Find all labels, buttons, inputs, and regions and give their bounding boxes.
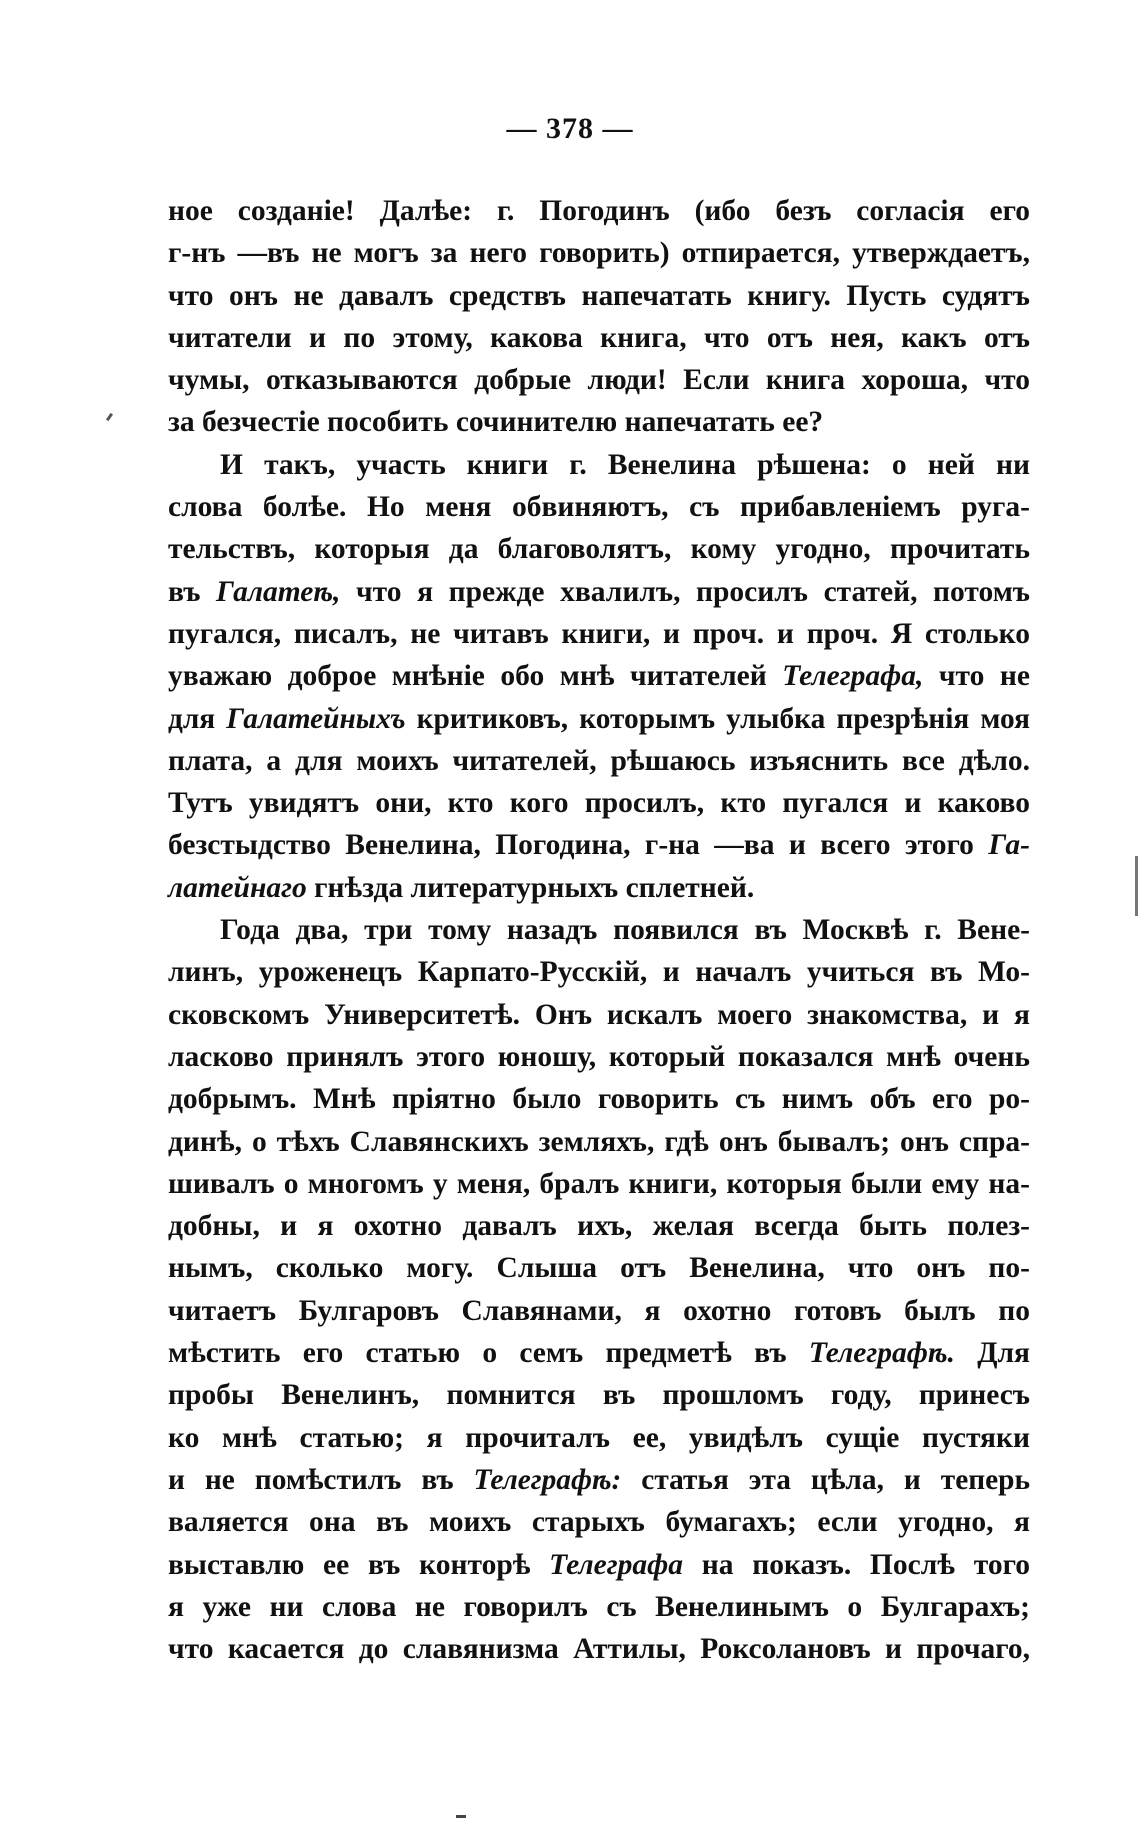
line-text: и не помѣстилъ въ — [168, 1463, 474, 1496]
italic-text: Галатеѣ, — [215, 575, 341, 608]
text-line — [168, 190, 1030, 232]
line-text: Для — [954, 1337, 1030, 1370]
body-text — [168, 190, 1030, 1670]
text-line — [168, 1586, 1030, 1628]
text-line — [168, 401, 1030, 443]
text-line — [168, 994, 1030, 1036]
line-text: статья эта цѣла, и теперь — [621, 1463, 1030, 1496]
line-text: для — [168, 702, 227, 735]
text-line — [168, 359, 1030, 401]
text-line — [168, 1247, 1030, 1289]
line-text: уважаю доброе мнѣніе обо мнѣ читателей — [168, 660, 783, 693]
line-text: что онъ не давалъ средствъ напечатать книгу. Пусть судятъ — [168, 279, 1030, 312]
line-text: мѣстить его статью о семъ предметѣ въ — [168, 1337, 809, 1370]
text-line — [168, 782, 1030, 824]
line-text: въ — [168, 575, 216, 608]
bottom-mark — [456, 1815, 466, 1818]
text-line — [168, 1459, 1030, 1501]
text-line — [168, 1544, 1030, 1586]
line-text: Тутъ увидятъ они, кто кого просилъ, кто пугался и каково — [168, 787, 1030, 820]
text-line — [168, 1290, 1030, 1332]
text-line — [168, 232, 1030, 274]
text-line — [168, 1501, 1030, 1543]
line-text: критиковъ, которымъ улыбка презрѣнія моя — [405, 702, 1030, 735]
line-text: г-нъ —въ не могъ за него говорить) отпирается, утверждаетъ, — [168, 237, 1030, 270]
line-text: добны, и я охотно давалъ ихъ, желая всегда быть полез- — [168, 1210, 1030, 1243]
line-text: читатели и по этому, какова книга, что отъ нея, какъ отъ — [168, 321, 1030, 354]
text-line — [168, 444, 1030, 486]
line-text: И такъ, участь книги г. Венелина рѣшена: о ней ни — [220, 448, 1030, 481]
line-text: тельствъ, которыя да благоволятъ, кому угодно, прочитать — [168, 533, 1030, 566]
line-text: плата, а для моихъ читателей, рѣшаюсь изъяснить все дѣло. — [168, 744, 1030, 777]
text-line — [168, 1374, 1030, 1416]
text-line — [168, 486, 1030, 528]
text-line — [168, 740, 1030, 782]
line-text: безстыдство Венелина, Погодина, г-на —ва и всего этого — [168, 829, 989, 862]
line-text: линъ, уроженецъ Карпато-Русскій, и началъ учиться въ Мо- — [168, 956, 1030, 989]
text-line — [168, 1163, 1030, 1205]
line-text: пугался, писалъ, не читавъ книги, и проч. и проч. Я столько — [168, 617, 1030, 650]
text-line — [168, 867, 1030, 909]
line-text: на показъ. Послѣ того — [682, 1548, 1030, 1581]
line-text: шивалъ о многомъ у меня, бралъ книги, которыя были ему на- — [168, 1167, 1030, 1200]
italic-text: Телеграфѣ: — [473, 1463, 622, 1496]
text-line — [168, 571, 1030, 613]
line-text: чумы, отказываются добрые люди! Если книга хороша, что — [168, 364, 1030, 397]
line-text: пробы Венелинъ, помнится въ прошломъ году, принесъ — [168, 1379, 1030, 1412]
line-text: за безчестіе пособить сочинителю напечатать ее? — [168, 406, 824, 439]
line-text: ное созданіе! Далѣе: г. Погодинъ (ибо безъ согласія его — [168, 195, 1030, 227]
italic-text: латейнаго — [168, 871, 307, 904]
text-line — [168, 1417, 1030, 1459]
italic-text: Телеграфа, — [782, 660, 924, 693]
text-line — [168, 698, 1030, 740]
text-line — [168, 613, 1030, 655]
line-text: читаетъ Булгаровъ Славянами, я охотно готовъ былъ по — [168, 1294, 1030, 1327]
text-line — [168, 1036, 1030, 1078]
text-line — [168, 824, 1030, 866]
italic-text: Телеграфа — [549, 1548, 683, 1581]
text-line — [168, 1078, 1030, 1120]
text-line — [168, 1205, 1030, 1247]
line-text: Года два, три тому назадъ появился въ Москвѣ г. Вене- — [220, 914, 1030, 947]
line-text: я уже ни слова не говорилъ съ Венелинымъ о Булгарахъ; — [168, 1590, 1030, 1623]
line-text: нымъ, сколько могу. Слыша отъ Венелина, что онъ по- — [168, 1252, 1030, 1285]
text-line — [168, 1121, 1030, 1163]
line-text: ласково принялъ этого юношу, который показался мнѣ очень — [168, 1040, 1030, 1073]
text-line — [168, 951, 1030, 993]
edge-mark — [1135, 856, 1138, 916]
line-text: выставлю ее въ конторѣ — [168, 1548, 550, 1581]
line-text: что касается до славянизма Аттилы, Роксолановъ и прочаго, — [168, 1633, 1030, 1666]
page-number: — 378 — — [506, 112, 634, 145]
text-line — [168, 275, 1030, 317]
text-line — [168, 1332, 1030, 1374]
line-text: ко мнѣ статью; я прочиталъ ее, увидѣлъ сущіе пустяки — [168, 1421, 1030, 1454]
line-text: что я прежде хвалилъ, просилъ статей, потомъ — [340, 575, 1030, 608]
line-text: гнѣзда литературныхъ сплетней. — [306, 871, 755, 904]
text-line — [168, 528, 1030, 570]
margin-mark — [106, 413, 113, 421]
italic-text: Галатейныхъ — [226, 702, 406, 735]
line-text: сковскомъ Университетѣ. Онъ искалъ моего знакомства, и я — [168, 998, 1030, 1031]
text-line — [168, 317, 1030, 359]
line-text: валяется она въ моихъ старыхъ бумагахъ; если угодно, я — [168, 1506, 1030, 1539]
line-text: динѣ, о тѣхъ Славянскихъ земляхъ, гдѣ онъ бывалъ; онъ спра- — [168, 1125, 1030, 1158]
text-line — [168, 909, 1030, 951]
italic-text: Телеграфѣ. — [808, 1337, 955, 1370]
text-line — [168, 1628, 1030, 1670]
line-text: слова болѣе. Но меня обвиняютъ, съ прибавленіемъ руга- — [168, 491, 1030, 524]
line-text: что не — [923, 660, 1030, 693]
line-text: добрымъ. Мнѣ пріятно было говорить съ нимъ объ его ро- — [168, 1083, 1030, 1116]
italic-text: Га- — [988, 829, 1030, 862]
text-line — [168, 655, 1030, 697]
